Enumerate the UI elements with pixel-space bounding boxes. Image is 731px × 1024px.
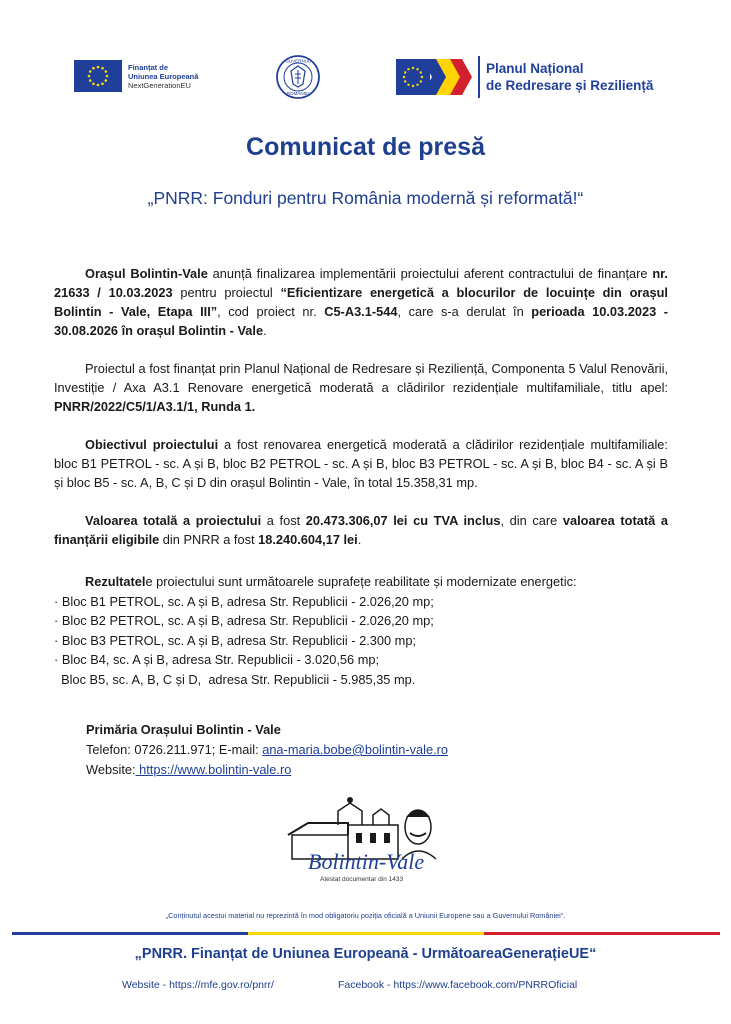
text: , din care xyxy=(500,513,563,528)
pnrr-star-icon xyxy=(412,67,414,69)
gov-logo-top-text: GUVERNUL xyxy=(285,58,311,64)
list-item: · Bloc B1 PETROL, sc. A și B, adresa Str. Republicii - 2.026,20 mp; xyxy=(54,593,434,609)
eu-star-icon xyxy=(106,75,109,78)
text: Proiectul a fost finanțat prin Planul Național de Redresare și Reziliență, Componenta 5 Valul Renovării, Investiție / Axa A3.1 Renovare energetică moderată a clădirilor rezidențiale multifamiliale, titlu apel: xyxy=(54,361,668,395)
text-bold: Valoarea totală a proiectului xyxy=(85,513,262,528)
text: a fost renovarea energetică moderată a clădirilor rezidențiale multifamiliale: bloc B1 PETROL - sc. A și B, bloc B2 PETROL - sc. A și B, bloc B3 PETROL - sc. A și B, bloc B4 - sc. A și B și bloc B5 - sc. A, B, C și D din orașul Bolintin - Vale, în total 15.358,31 mp. xyxy=(54,437,668,490)
paragraph-objective xyxy=(54,435,668,492)
contact-email-link[interactable]: ana-maria.bobe@bolintin-vale.ro xyxy=(262,742,449,757)
pnrr-logo-line2: de Redresare și Reziliență xyxy=(486,78,654,93)
contact-website-link[interactable]: https://www.bolintin-vale.ro xyxy=(135,762,292,777)
pnrr-logo xyxy=(396,55,653,99)
pnrr-star-icon xyxy=(407,84,409,86)
eu-logo-line3: NextGenerationEU xyxy=(128,80,191,90)
bolintin-vale-logo xyxy=(278,795,450,887)
eu-star-icon xyxy=(88,75,91,78)
text: anunță finalizarea implementării proiectului aferent contractului de finanțare xyxy=(207,266,653,281)
tricolor-red xyxy=(484,932,720,935)
contact-org: Primăria Orașului Bolintin - Vale xyxy=(86,722,281,737)
list-item: · Bloc B2 PETROL, sc. A și B, adresa Str. Republicii - 2.026,20 mp; xyxy=(54,613,434,628)
eu-star-icon xyxy=(97,84,100,87)
results-section xyxy=(54,572,668,689)
eu-star-icon xyxy=(104,70,107,73)
text-bold: C5-A3.1-544 xyxy=(324,304,398,319)
eu-logo-line2: Uniunea Europeană xyxy=(128,71,199,81)
tricolor-blue xyxy=(12,932,248,935)
pnrr-divider xyxy=(478,56,480,98)
gov-logo-bottom-text: ROMÂNIEI xyxy=(286,91,310,96)
text-bold: Rezultatel xyxy=(85,574,146,589)
contact-phone: Telefon: 0726.211.971; E-mail: xyxy=(86,742,263,757)
results-heading xyxy=(54,572,668,592)
pnrr-star-icon xyxy=(420,71,422,73)
romanian-government-logo xyxy=(273,54,323,100)
footer-slogan: „PNRR. Finanțat de Uniunea Europeană - UrmătoareaGenerațieUE“ xyxy=(134,946,597,962)
eu-star-icon xyxy=(104,79,107,82)
text-bold: valoarea totată a finanțării eligibile xyxy=(54,513,668,547)
text-bold: nr. 21633 / 10.03.2023 xyxy=(54,266,668,300)
text-bold: 18.240.604,17 lei xyxy=(258,532,358,547)
pnrr-star-icon xyxy=(416,84,418,86)
contact-block xyxy=(86,720,448,780)
pnrr-star-icon xyxy=(416,68,418,70)
pnrr-star-icon xyxy=(412,85,414,87)
eu-star-icon xyxy=(89,70,92,73)
paragraph-funding xyxy=(54,359,668,416)
paragraph-value xyxy=(54,511,668,549)
pnrr-logo-line1: Planul Național xyxy=(486,61,584,76)
tricolor-divider xyxy=(12,932,720,935)
town-logo-name: Bolintin-Vale xyxy=(308,849,425,874)
contact-website-label: Website: xyxy=(86,762,136,777)
text-bold: “Eficientizare energetică a blocurilor de locuințe din orașul Bolintin - Vale, Etapa III” xyxy=(54,285,668,319)
list-item: Bloc B5, sc. A, B, C și D, adresa Str. Republicii - 5.985,35 mp. xyxy=(54,671,416,687)
text-bold: Obiectivul proiectului xyxy=(85,437,219,452)
text: a fost xyxy=(261,513,306,528)
text-bold: 20.473.306,07 lei cu TVA inclus xyxy=(305,513,501,528)
eu-star-icon xyxy=(101,82,104,85)
text: , cod proiect nr. xyxy=(217,304,325,319)
press-release-body xyxy=(54,264,668,568)
pnrr-star-icon xyxy=(404,80,406,82)
pnrr-star-icon xyxy=(421,76,423,78)
pnrr-star-icon xyxy=(420,80,422,82)
text-bold: Orașul Bolintin-Vale xyxy=(85,266,208,281)
pnrr-star-icon xyxy=(404,71,406,73)
text: pentru proiectul xyxy=(172,285,281,300)
paragraph-intro xyxy=(54,264,668,340)
pnrr-star-icon xyxy=(407,68,409,70)
text-bold: perioada 10.03.2023 - 30.08.2026 în orașul Bolintin - Vale xyxy=(54,304,668,338)
logo-header xyxy=(0,52,731,102)
footer-facebook-link[interactable]: Facebook - https://www.facebook.com/PNRROficial xyxy=(338,979,578,991)
list-item: · Bloc B4, sc. A și B, adresa Str. Republicii - 3.020,56 mp; xyxy=(54,652,380,667)
page-subtitle: „PNRR: Fonduri pentru România modernă și reformată!“ xyxy=(147,188,584,208)
tricolor-yellow xyxy=(248,932,484,935)
pnrr-flag-icon xyxy=(396,55,474,99)
eu-star-icon xyxy=(101,67,104,70)
town-logo-tagline: Atestat documentar din 1433 xyxy=(320,876,404,883)
eu-star-icon xyxy=(92,82,95,85)
text: . xyxy=(263,323,267,338)
disclaimer-text: „Conținutul acestui material nu reprezintă în mod obligatoriu poziția oficială a Uniunii Europene sau a Guvernului României“. xyxy=(165,911,566,920)
eu-logo-line1: Finanțat de xyxy=(128,62,169,72)
pnrr-star-icon xyxy=(403,76,405,78)
eu-funding-logo xyxy=(74,60,198,92)
text: , care s-a derulat în xyxy=(397,304,532,319)
text: . xyxy=(357,532,362,547)
page-title: Comunicat de presă xyxy=(246,133,485,161)
text: din PNRR a fost xyxy=(159,532,259,547)
eu-star-icon xyxy=(92,67,95,70)
list-item: · Bloc B3 PETROL, sc. A și B, adresa Str. Republicii - 2.300 mp; xyxy=(54,632,417,648)
footer-website-link[interactable]: Website - https://mfe.gov.ro/pnrr/ xyxy=(122,979,274,991)
text: e proiectului sunt următoarele suprafețe reabilitate și modernizate energetic: xyxy=(145,574,577,589)
text-bold: PNRR/2022/C5/1/A3.1/1, Runda 1. xyxy=(54,399,256,414)
eu-flag-icon xyxy=(74,60,122,92)
eu-star-icon xyxy=(89,79,92,82)
eu-star-icon xyxy=(97,66,100,69)
